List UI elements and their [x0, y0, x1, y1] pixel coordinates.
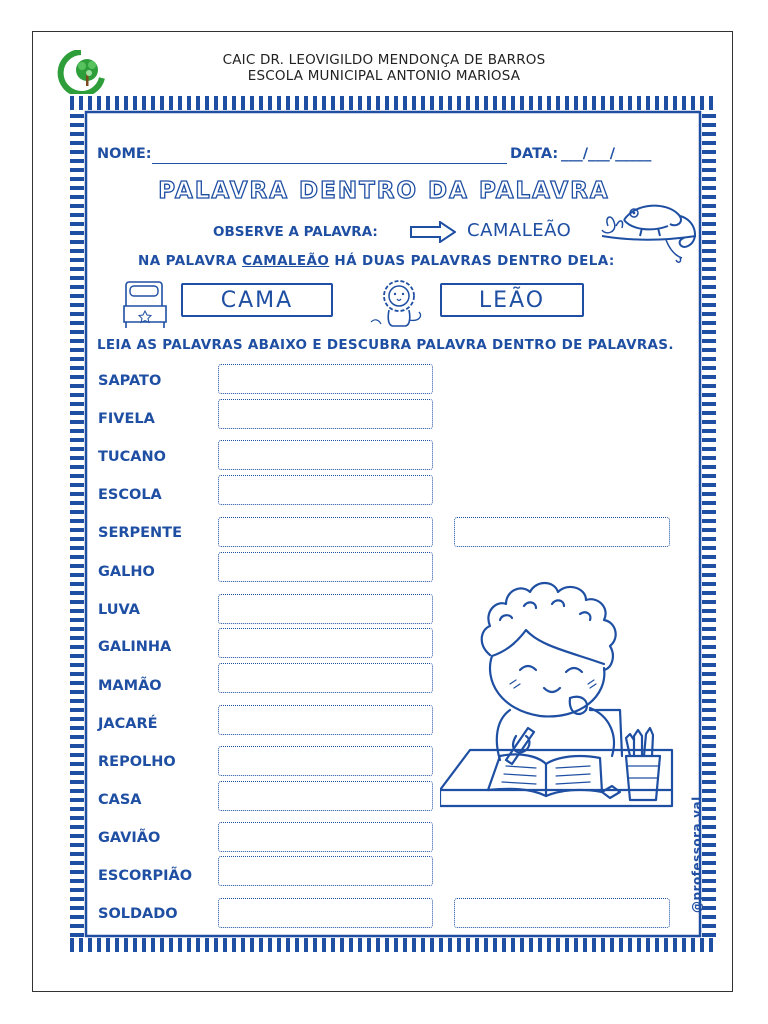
- word-tucano: TUCANO: [98, 449, 166, 465]
- word-mamao: MAMÃO: [98, 678, 162, 694]
- example-answer-box-1: CAMA: [181, 283, 333, 317]
- boy-studying-illustration: [440, 560, 680, 830]
- answer-box-galho[interactable]: [218, 552, 433, 582]
- answer-box-tucano[interactable]: [218, 440, 433, 470]
- word-serpente: SERPENTE: [98, 525, 182, 541]
- example-word: CAMALEÃO: [467, 220, 572, 241]
- instruction-text: LEIA AS PALAVRAS ABAIXO E DESCUBRA PALAVRA DENTRO DE PALAVRAS.: [97, 337, 674, 353]
- answer-box-mamao[interactable]: [218, 663, 433, 693]
- name-blank[interactable]: [152, 163, 507, 164]
- author-credit: @professora.val: [690, 796, 704, 913]
- lion-icon: [367, 276, 429, 330]
- word-escorpiao: ESCORPIÃO: [98, 868, 193, 884]
- page-title: PALAVRA DENTRO DA PALAVRA: [158, 178, 610, 204]
- answer-box-luva[interactable]: [218, 594, 433, 624]
- name-label: NOME:: [97, 146, 152, 162]
- school-header-line2: ESCOLA MUNICIPAL ANTONIO MARIOSA: [247, 68, 521, 84]
- word-casa: CASA: [98, 792, 142, 808]
- sentence-part2: HÁ DUAS PALAVRAS DENTRO DELA:: [329, 253, 615, 269]
- word-sapato: SAPATO: [98, 373, 162, 389]
- answer-box-repolho[interactable]: [218, 746, 433, 776]
- word-fivela: FIVELA: [98, 411, 155, 427]
- explanation-sentence: [138, 253, 615, 269]
- school-header-line1: CAIC DR. LEOVIGILDO MENDONÇA DE BARROS: [222, 52, 546, 68]
- answer-box-fivela[interactable]: [218, 399, 433, 429]
- answer-box-serpente-1[interactable]: [218, 517, 433, 547]
- word-soldado: SOLDADO: [98, 906, 178, 922]
- sentence-part1: NA PALAVRA: [138, 253, 243, 269]
- word-escola: ESCOLA: [98, 487, 162, 503]
- bed-icon: [120, 276, 170, 330]
- word-gaviao: GAVIÃO: [98, 830, 161, 846]
- word-galinha: GALINHA: [98, 639, 172, 655]
- answer-box-serpente-2[interactable]: [454, 517, 670, 547]
- word-galho: GALHO: [98, 564, 155, 580]
- answer-box-jacare[interactable]: [218, 705, 433, 735]
- answer-box-escola[interactable]: [218, 475, 433, 505]
- answer-box-gaviao[interactable]: [218, 822, 433, 852]
- date-blanks[interactable]: ___/___/_____: [561, 146, 652, 162]
- answer-box-galinha[interactable]: [218, 628, 433, 658]
- word-luva: LUVA: [98, 602, 140, 618]
- word-repolho: REPOLHO: [98, 754, 176, 770]
- date-label: DATA:: [510, 146, 559, 162]
- sentence-highlight: CAMALEÃO: [242, 253, 330, 269]
- word-jacare: JACARÉ: [98, 716, 158, 732]
- observe-label: OBSERVE A PALAVRA:: [213, 224, 378, 240]
- answer-box-soldado-2[interactable]: [454, 898, 670, 928]
- answer-box-casa[interactable]: [218, 781, 433, 811]
- example-answer-box-2: LEÃO: [440, 283, 584, 317]
- arrow-right-icon: [410, 221, 456, 243]
- answer-box-sapato[interactable]: [218, 364, 433, 394]
- answer-box-soldado-1[interactable]: [218, 898, 433, 928]
- answer-box-escorpiao[interactable]: [218, 856, 433, 886]
